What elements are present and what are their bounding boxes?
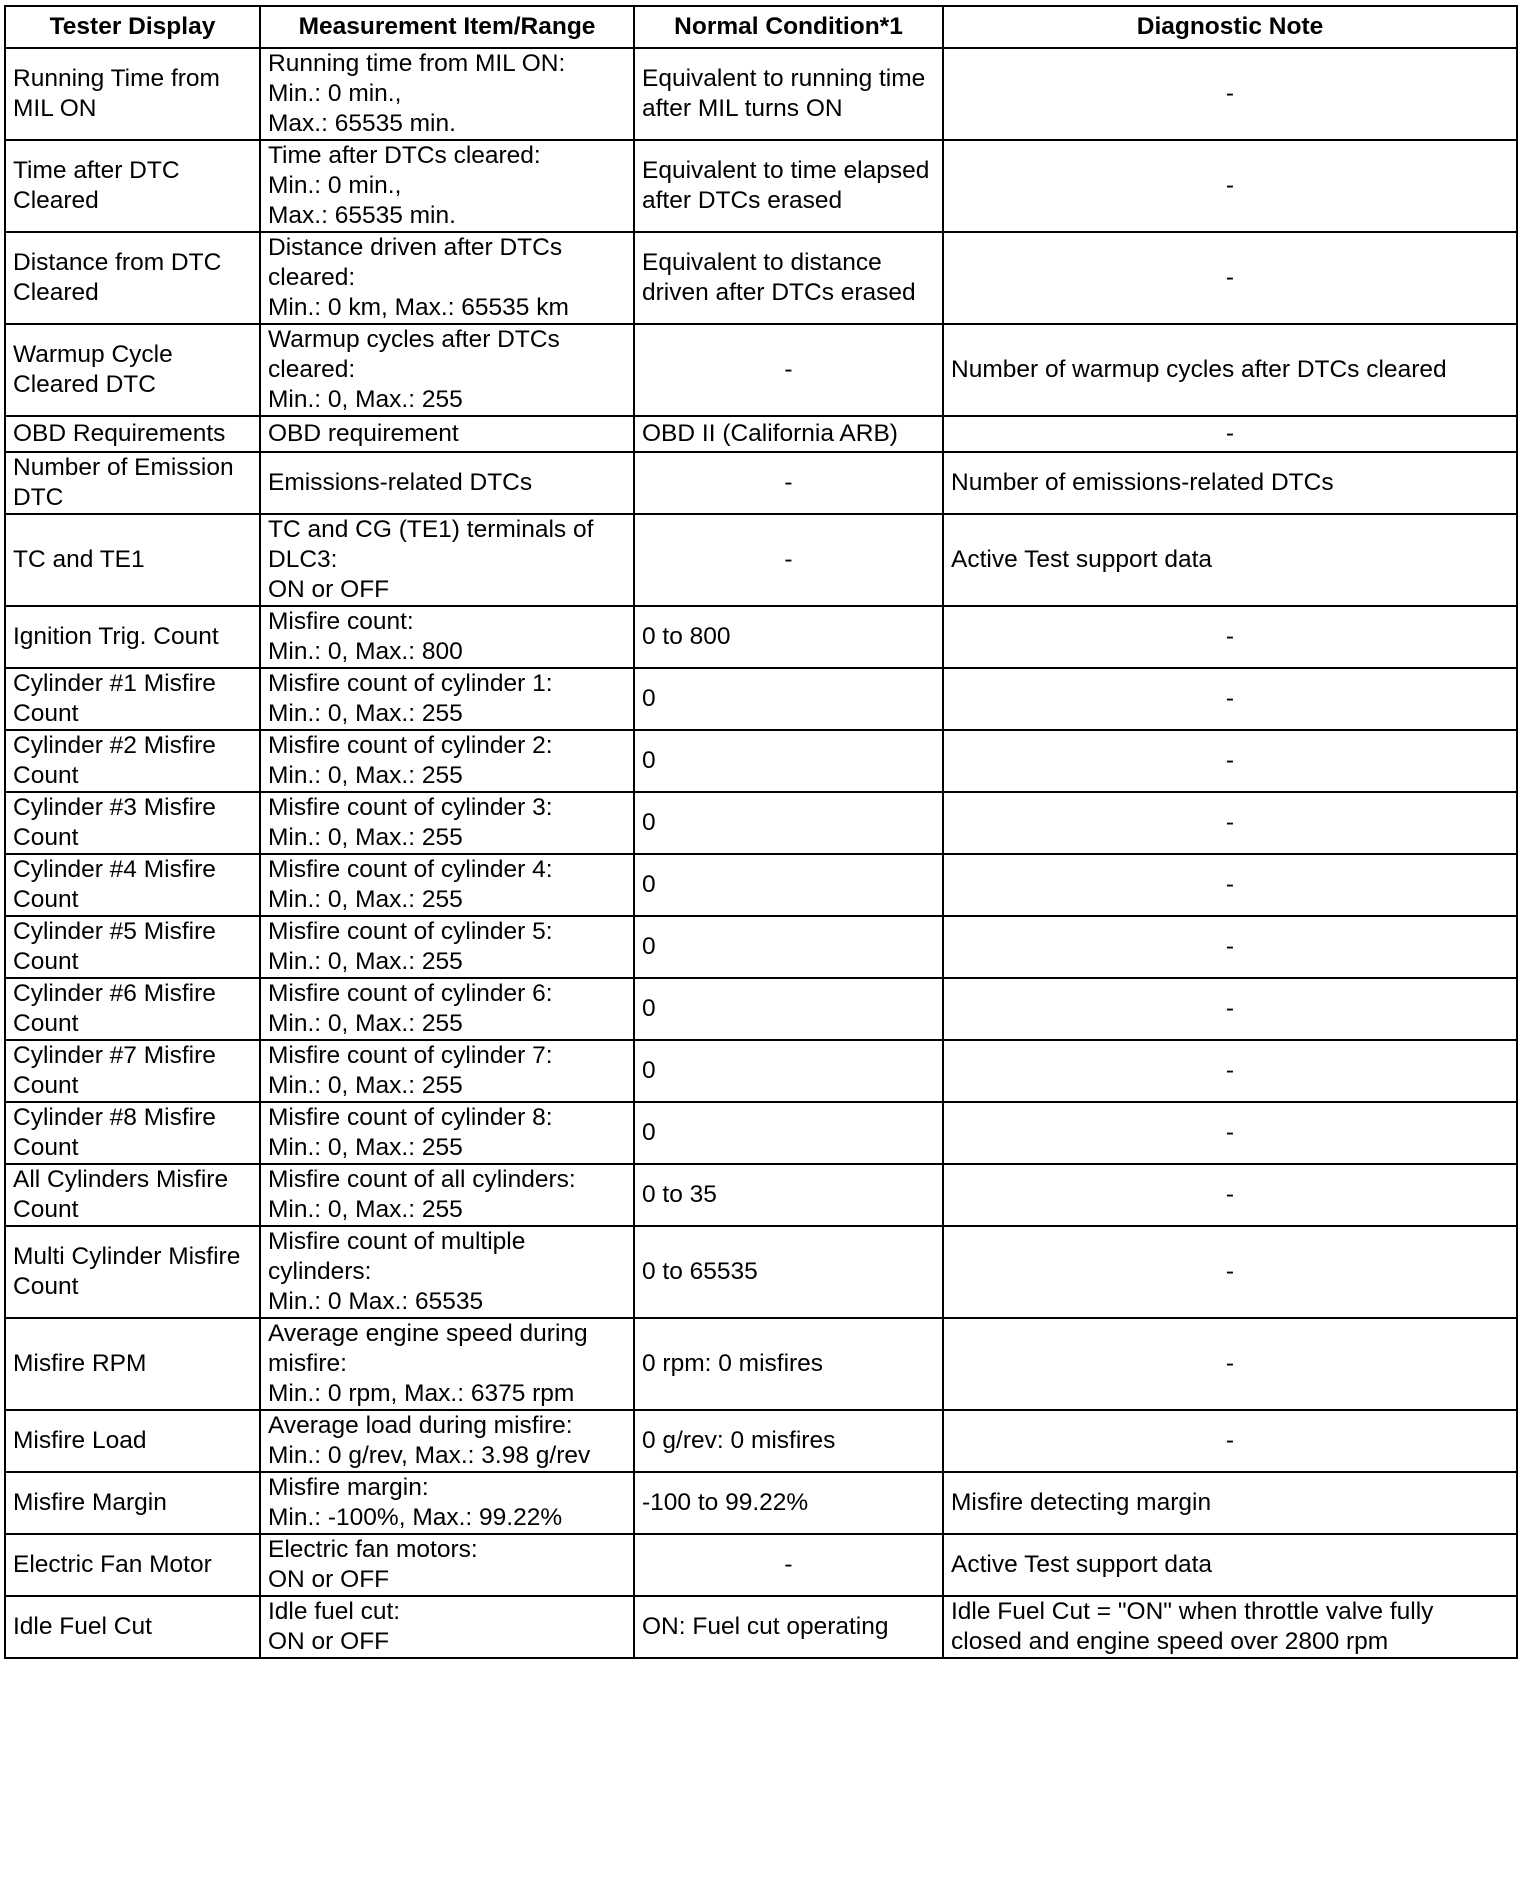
cell-text-measurement: Emissions-related DTCs <box>268 469 533 496</box>
cell-normal-condition <box>634 1534 943 1596</box>
cell-text-diagnostic-note: - <box>1225 172 1235 199</box>
header-normal-condition: Normal Condition*1 <box>634 6 943 48</box>
cell-measurement <box>260 1226 634 1318</box>
cell-text-normal-condition: Equivalent to running time after MIL turns ON <box>642 65 926 122</box>
cell-diagnostic-note <box>943 514 1517 606</box>
cell-text-diagnostic-note: - <box>1225 1119 1235 1146</box>
cell-text-diagnostic-note: Idle Fuel Cut = "ON" when throttle valve fully closed and engine speed over 2800 rpm <box>951 1598 1434 1655</box>
cell-tester-display <box>5 48 260 140</box>
cell-text-normal-condition: Equivalent to distance driven after DTCs erased <box>642 249 916 306</box>
cell-text-tester-display: OBD Requirements <box>13 420 226 447</box>
cell-text-measurement: Misfire count of cylinder 7: Min.: 0, Max.: 255 <box>268 1042 553 1099</box>
cell-text-normal-condition: 0 to 800 <box>642 623 731 650</box>
cell-measurement <box>260 452 634 514</box>
cell-text-diagnostic-note: - <box>1225 80 1235 107</box>
cell-tester-display <box>5 730 260 792</box>
cell-text-measurement: Misfire count of cylinder 5: Min.: 0, Max.: 255 <box>268 918 553 975</box>
cell-text-measurement: Misfire margin: Min.: -100%, Max.: 99.22% <box>268 1474 563 1531</box>
cell-text-tester-display: Cylinder #1 Misfire Count <box>13 670 216 727</box>
cell-normal-condition <box>634 1318 943 1410</box>
cell-normal-condition <box>634 140 943 232</box>
table-row <box>5 606 1517 668</box>
cell-tester-display <box>5 1410 260 1472</box>
cell-text-normal-condition: 0 rpm: 0 misfires <box>642 1350 824 1377</box>
cell-text-tester-display: Ignition Trig. Count <box>13 623 219 650</box>
cell-measurement <box>260 48 634 140</box>
cell-text-diagnostic-note: - <box>1225 1258 1235 1285</box>
cell-diagnostic-note <box>943 232 1517 324</box>
cell-measurement <box>260 1040 634 1102</box>
cell-text-diagnostic-note: - <box>1225 1181 1235 1208</box>
cell-tester-display <box>5 1102 260 1164</box>
cell-normal-condition <box>634 416 943 452</box>
cell-text-measurement: Misfire count of cylinder 1: Min.: 0, Max.: 255 <box>268 670 553 727</box>
table-row <box>5 668 1517 730</box>
cell-text-normal-condition: 0 g/rev: 0 misfires <box>642 1427 836 1454</box>
table-row <box>5 730 1517 792</box>
cell-text-normal-condition: - <box>784 1551 793 1578</box>
cell-text-measurement: Running time from MIL ON: Min.: 0 min., Max.: 65535 min. <box>268 50 566 137</box>
cell-normal-condition <box>634 916 943 978</box>
cell-normal-condition <box>634 1164 943 1226</box>
cell-text-diagnostic-note: - <box>1225 1057 1235 1084</box>
cell-text-diagnostic-note: - <box>1225 264 1235 291</box>
cell-text-diagnostic-note: - <box>1225 747 1235 774</box>
cell-tester-display <box>5 668 260 730</box>
cell-normal-condition <box>634 1040 943 1102</box>
cell-measurement <box>260 978 634 1040</box>
cell-text-tester-display: Misfire Margin <box>13 1489 167 1516</box>
cell-measurement <box>260 730 634 792</box>
table-row <box>5 1534 1517 1596</box>
cell-text-normal-condition: OBD II (California ARB) <box>642 420 898 447</box>
cell-text-normal-condition: - <box>784 546 793 573</box>
cell-diagnostic-note <box>943 1596 1517 1658</box>
cell-text-tester-display: Electric Fan Motor <box>13 1551 212 1578</box>
header-tester-display: Tester Display <box>5 6 260 48</box>
cell-text-tester-display: Cylinder #8 Misfire Count <box>13 1104 216 1161</box>
cell-measurement <box>260 1472 634 1534</box>
cell-measurement <box>260 140 634 232</box>
header-row <box>5 6 1517 48</box>
cell-tester-display <box>5 854 260 916</box>
cell-text-diagnostic-note: - <box>1225 871 1235 898</box>
cell-diagnostic-note <box>943 978 1517 1040</box>
cell-text-tester-display: Idle Fuel Cut <box>13 1613 152 1640</box>
table-row <box>5 452 1517 514</box>
table-row <box>5 416 1517 452</box>
cell-text-diagnostic-note: Misfire detecting margin <box>951 1489 1212 1516</box>
cell-text-diagnostic-note: Number of warmup cycles after DTCs cleared <box>951 356 1447 383</box>
cell-text-tester-display: Distance from DTC Cleared <box>13 249 222 306</box>
cell-text-normal-condition: 0 <box>642 1057 656 1084</box>
cell-text-diagnostic-note: - <box>1225 1350 1235 1377</box>
cell-text-diagnostic-note: - <box>1225 623 1235 650</box>
cell-normal-condition <box>634 792 943 854</box>
table-row <box>5 792 1517 854</box>
cell-text-measurement: Misfire count of cylinder 2: Min.: 0, Max.: 255 <box>268 732 553 789</box>
table-row <box>5 1226 1517 1318</box>
cell-measurement <box>260 514 634 606</box>
cell-text-tester-display: Misfire Load <box>13 1427 147 1454</box>
cell-text-normal-condition: 0 <box>642 995 656 1022</box>
cell-diagnostic-note <box>943 416 1517 452</box>
cell-tester-display <box>5 1472 260 1534</box>
cell-diagnostic-note <box>943 854 1517 916</box>
cell-text-measurement: Misfire count of cylinder 4: Min.: 0, Max.: 255 <box>268 856 553 913</box>
cell-text-normal-condition: 0 <box>642 809 656 836</box>
cell-text-measurement: Misfire count of multiple cylinders: Min.: 0 Max.: 65535 <box>268 1228 526 1315</box>
cell-text-normal-condition: 0 to 65535 <box>642 1258 758 1285</box>
cell-text-tester-display: Running Time from MIL ON <box>13 65 220 122</box>
cell-text-measurement: OBD requirement <box>268 420 459 447</box>
cell-text-normal-condition: 0 <box>642 933 656 960</box>
cell-diagnostic-note <box>943 324 1517 416</box>
cell-text-measurement: Time after DTCs cleared: Min.: 0 min., Max.: 65535 min. <box>268 142 541 229</box>
cell-normal-condition <box>634 606 943 668</box>
cell-text-measurement: Misfire count of cylinder 8: Min.: 0, Max.: 255 <box>268 1104 553 1161</box>
cell-text-diagnostic-note: - <box>1225 420 1235 447</box>
cell-diagnostic-note <box>943 730 1517 792</box>
cell-tester-display <box>5 324 260 416</box>
cell-text-tester-display: Number of Emission DTC <box>13 454 234 511</box>
table-row <box>5 140 1517 232</box>
cell-tester-display <box>5 416 260 452</box>
cell-text-tester-display: Cylinder #5 Misfire Count <box>13 918 216 975</box>
cell-text-tester-display: Misfire RPM <box>13 1350 147 1377</box>
cell-diagnostic-note <box>943 916 1517 978</box>
cell-measurement <box>260 1318 634 1410</box>
cell-measurement <box>260 1164 634 1226</box>
header-diagnostic-note: Diagnostic Note <box>943 6 1517 48</box>
cell-normal-condition <box>634 1472 943 1534</box>
cell-text-tester-display: TC and TE1 <box>13 546 145 573</box>
cell-tester-display <box>5 1226 260 1318</box>
cell-tester-display <box>5 232 260 324</box>
cell-diagnostic-note <box>943 1226 1517 1318</box>
cell-text-diagnostic-note: - <box>1225 995 1235 1022</box>
cell-text-normal-condition: 0 <box>642 1119 656 1146</box>
cell-text-normal-condition: - <box>784 469 793 496</box>
cell-text-normal-condition: 0 to 35 <box>642 1181 717 1208</box>
cell-text-tester-display: All Cylinders Misfire Count <box>13 1166 229 1223</box>
cell-tester-display <box>5 140 260 232</box>
cell-text-normal-condition: 0 <box>642 685 656 712</box>
cell-text-measurement: Warmup cycles after DTCs cleared: Min.: 0, Max.: 255 <box>268 326 560 413</box>
cell-normal-condition <box>634 452 943 514</box>
cell-diagnostic-note <box>943 1534 1517 1596</box>
cell-measurement <box>260 606 634 668</box>
cell-normal-condition <box>634 730 943 792</box>
cell-tester-display <box>5 978 260 1040</box>
cell-text-tester-display: Multi Cylinder Misfire Count <box>13 1243 241 1300</box>
table-row <box>5 1040 1517 1102</box>
table-row <box>5 1318 1517 1410</box>
cell-text-tester-display: Warmup Cycle Cleared DTC <box>13 341 173 398</box>
table-row <box>5 854 1517 916</box>
cell-measurement <box>260 916 634 978</box>
cell-text-diagnostic-note: Number of emissions-related DTCs <box>951 469 1334 496</box>
cell-measurement <box>260 232 634 324</box>
cell-text-measurement: Average engine speed during misfire: Min.: 0 rpm, Max.: 6375 rpm <box>268 1320 588 1407</box>
table-row <box>5 514 1517 606</box>
table-row <box>5 916 1517 978</box>
cell-diagnostic-note <box>943 792 1517 854</box>
data-list-table-container <box>4 5 1518 1659</box>
cell-text-measurement: Misfire count: Min.: 0, Max.: 800 <box>268 608 463 665</box>
cell-tester-display <box>5 514 260 606</box>
cell-normal-condition <box>634 514 943 606</box>
table-body <box>5 48 1517 1658</box>
cell-measurement <box>260 324 634 416</box>
cell-text-tester-display: Cylinder #2 Misfire Count <box>13 732 216 789</box>
table-row <box>5 1164 1517 1226</box>
table-row <box>5 1410 1517 1472</box>
cell-text-measurement: Idle fuel cut: ON or OFF <box>268 1598 401 1655</box>
cell-tester-display <box>5 606 260 668</box>
cell-tester-display <box>5 1040 260 1102</box>
cell-diagnostic-note <box>943 48 1517 140</box>
cell-text-diagnostic-note: Active Test support data <box>951 1551 1213 1578</box>
table-row <box>5 324 1517 416</box>
data-list-table <box>4 5 1518 1659</box>
cell-measurement <box>260 792 634 854</box>
cell-diagnostic-note <box>943 140 1517 232</box>
cell-diagnostic-note <box>943 1040 1517 1102</box>
cell-text-measurement: TC and CG (TE1) terminals of DLC3: ON or OFF <box>268 516 594 603</box>
cell-text-measurement: Average load during misfire: Min.: 0 g/rev, Max.: 3.98 g/rev <box>268 1412 591 1469</box>
cell-text-diagnostic-note: - <box>1225 933 1235 960</box>
cell-tester-display <box>5 452 260 514</box>
table-row <box>5 1102 1517 1164</box>
cell-measurement <box>260 1534 634 1596</box>
cell-normal-condition <box>634 324 943 416</box>
cell-text-measurement: Misfire count of all cylinders: Min.: 0, Max.: 255 <box>268 1166 576 1223</box>
cell-diagnostic-note <box>943 1410 1517 1472</box>
table-row <box>5 1472 1517 1534</box>
table-row <box>5 978 1517 1040</box>
cell-tester-display <box>5 1164 260 1226</box>
cell-text-measurement: Distance driven after DTCs cleared: Min.: 0 km, Max.: 65535 km <box>268 234 569 321</box>
cell-text-tester-display: Time after DTC Cleared <box>13 157 180 214</box>
cell-tester-display <box>5 916 260 978</box>
cell-normal-condition <box>634 668 943 730</box>
cell-text-diagnostic-note: - <box>1225 809 1235 836</box>
cell-diagnostic-note <box>943 668 1517 730</box>
cell-text-measurement: Misfire count of cylinder 6: Min.: 0, Max.: 255 <box>268 980 553 1037</box>
cell-normal-condition <box>634 854 943 916</box>
cell-text-normal-condition: -100 to 99.22% <box>642 1489 809 1516</box>
table-row <box>5 1596 1517 1658</box>
header-measurement: Measurement Item/Range <box>260 6 634 48</box>
cell-normal-condition <box>634 978 943 1040</box>
cell-tester-display <box>5 1318 260 1410</box>
cell-tester-display <box>5 1534 260 1596</box>
cell-text-diagnostic-note: - <box>1225 685 1235 712</box>
cell-measurement <box>260 854 634 916</box>
cell-diagnostic-note <box>943 606 1517 668</box>
cell-text-normal-condition: 0 <box>642 871 656 898</box>
cell-text-tester-display: Cylinder #7 Misfire Count <box>13 1042 216 1099</box>
cell-text-normal-condition: - <box>784 356 793 383</box>
cell-diagnostic-note <box>943 1472 1517 1534</box>
cell-normal-condition <box>634 1226 943 1318</box>
cell-text-measurement: Electric fan motors: ON or OFF <box>268 1536 478 1593</box>
cell-normal-condition <box>634 1102 943 1164</box>
cell-measurement <box>260 668 634 730</box>
cell-text-normal-condition: 0 <box>642 747 656 774</box>
cell-text-diagnostic-note: - <box>1225 1427 1235 1454</box>
cell-normal-condition <box>634 48 943 140</box>
cell-diagnostic-note <box>943 452 1517 514</box>
cell-normal-condition <box>634 232 943 324</box>
cell-text-normal-condition: Equivalent to time elapsed after DTCs erased <box>642 157 930 214</box>
cell-measurement <box>260 1596 634 1658</box>
cell-diagnostic-note <box>943 1102 1517 1164</box>
cell-text-diagnostic-note: Active Test support data <box>951 546 1213 573</box>
cell-measurement <box>260 1102 634 1164</box>
cell-measurement <box>260 416 634 452</box>
cell-text-measurement: Misfire count of cylinder 3: Min.: 0, Max.: 255 <box>268 794 553 851</box>
cell-normal-condition <box>634 1410 943 1472</box>
cell-tester-display <box>5 1596 260 1658</box>
cell-diagnostic-note <box>943 1164 1517 1226</box>
table-row <box>5 48 1517 140</box>
cell-measurement <box>260 1410 634 1472</box>
cell-text-tester-display: Cylinder #6 Misfire Count <box>13 980 216 1037</box>
cell-tester-display <box>5 792 260 854</box>
table-row <box>5 232 1517 324</box>
cell-text-tester-display: Cylinder #4 Misfire Count <box>13 856 216 913</box>
cell-diagnostic-note <box>943 1318 1517 1410</box>
cell-normal-condition <box>634 1596 943 1658</box>
cell-text-tester-display: Cylinder #3 Misfire Count <box>13 794 216 851</box>
cell-text-normal-condition: ON: Fuel cut operating <box>642 1613 889 1640</box>
